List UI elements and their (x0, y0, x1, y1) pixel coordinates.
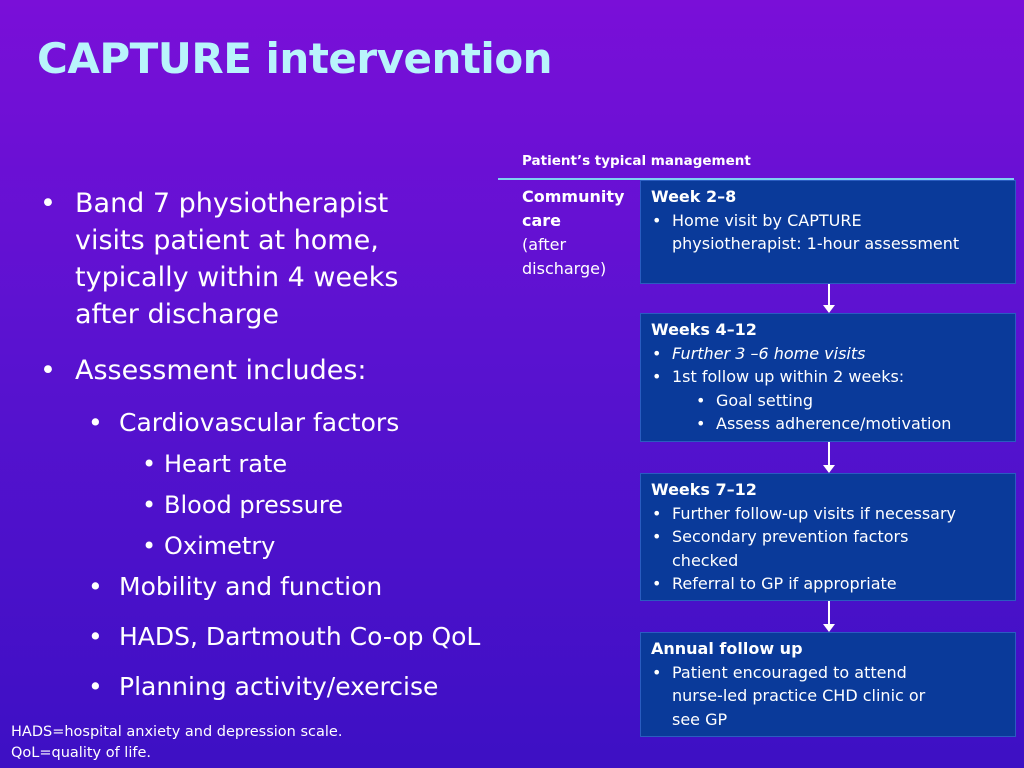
bullet-text: HADS, Dartmouth Co-op QoL (119, 622, 481, 651)
bullet-dot: • (40, 188, 56, 219)
stage-item: • Further 3 –6 home visits (651, 342, 1005, 366)
stage-heading: Annual follow up (651, 639, 803, 658)
footnote-line: HADS=hospital anxiety and depression scale. (11, 724, 343, 740)
bullet-dot: • (88, 572, 103, 601)
flow-arrow-down (828, 601, 830, 631)
bullet-text: Assessment includes: (75, 355, 367, 386)
bullet-dot: • (88, 672, 103, 701)
bullet-dot: • (88, 408, 103, 437)
bullet-text: Heart rate (164, 450, 288, 478)
bullet-text: Cardiovascular factors (119, 408, 400, 437)
footnote (11, 722, 342, 764)
community-label-bold: Community (522, 187, 625, 206)
stage-item: • Secondary prevention factors (651, 525, 1005, 549)
stage-item: • 1st follow up within 2 weeks: (651, 365, 1005, 389)
stage-box-week-2-8 (640, 180, 1016, 284)
bullet-dot: • (142, 450, 157, 478)
community-care-label (522, 185, 624, 281)
bullet-text: Blood pressure (164, 491, 344, 519)
stage-item: • Referral to GP if appropriate (651, 572, 1005, 596)
stage-item-cont: nurse-led practice CHD clinic or (672, 686, 926, 705)
flow-arrow-down (828, 284, 830, 312)
footnote-line: QoL=quality of life. (11, 745, 152, 761)
stage-item: • Patient encouraged to attend (651, 661, 1005, 685)
stage-heading: Weeks 4–12 (651, 320, 757, 339)
bullet-text: Mobility and function (119, 572, 383, 601)
bullet-dot: • (88, 622, 103, 651)
stage-subitem: • Assess adherence/motivation (651, 412, 1005, 436)
table-header: Patient’s typical management (522, 153, 751, 169)
bullet-text-line: Band 7 physiotherapist (75, 188, 389, 219)
slide-title: CAPTURE intervention (37, 34, 553, 83)
stage-item-cont: physiotherapist: 1-hour assessment (672, 234, 960, 253)
bullet-dot: • (40, 355, 56, 386)
stage-box-weeks-4-12 (640, 313, 1016, 442)
stage-heading: Week 2–8 (651, 187, 737, 206)
bullet-text-line: visits patient at home, (75, 225, 379, 256)
bullet-dot: • (142, 491, 157, 519)
bullet-text: Planning activity/exercise (119, 672, 439, 701)
stage-item: • Home visit by CAPTURE (651, 209, 1005, 233)
bullet-dot: • (142, 532, 157, 560)
community-label-note: discharge) (522, 259, 607, 278)
stage-box-annual (640, 632, 1016, 737)
bullet-text-line: after discharge (75, 299, 280, 330)
stage-heading: Weeks 7–12 (651, 480, 757, 499)
stage-item-cont: see GP (672, 709, 728, 729)
stage-box-weeks-7-12 (640, 473, 1016, 601)
stage-item-cont: checked (672, 550, 739, 570)
bullet-text: Oximetry (164, 532, 276, 560)
community-label-bold: care (522, 211, 562, 230)
stage-subitem: • Goal setting (651, 389, 1005, 413)
flow-arrow-down (828, 442, 830, 472)
community-label-note: (after (522, 235, 567, 254)
stage-item: • Further follow-up visits if necessary (651, 502, 1005, 526)
bullet-text-line: typically within 4 weeks (75, 262, 399, 293)
